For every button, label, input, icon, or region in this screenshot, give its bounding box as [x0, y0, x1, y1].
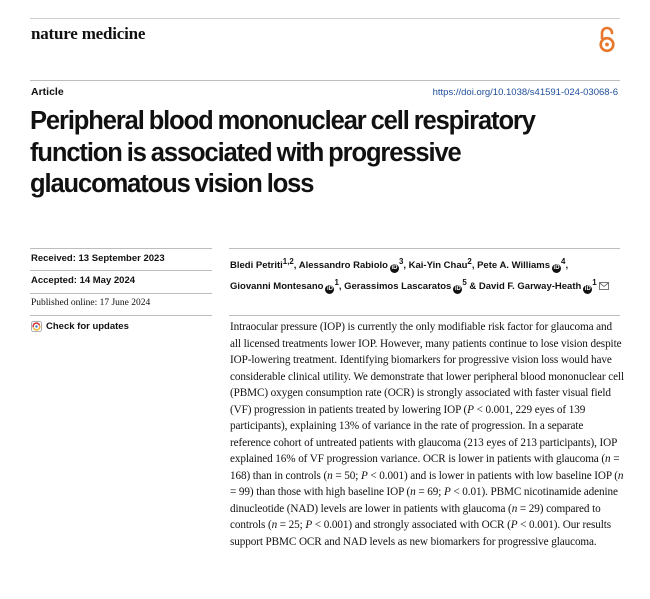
- article-type-label: Article: [31, 86, 64, 98]
- author-name[interactable]: Giovanni Montesano: [230, 281, 324, 293]
- author-separator: &: [466, 281, 477, 293]
- dates-divider: [30, 270, 212, 271]
- received-date: Received: 13 September 2023: [31, 253, 165, 264]
- abstract: [230, 319, 625, 550]
- author-name[interactable]: Gerassimos Lascaratos: [344, 281, 452, 293]
- article-title: Peripheral blood mononuclear cell respiratory function is associated with progressive glaucomatous vision loss: [30, 107, 535, 198]
- check-for-updates-icon: [31, 321, 42, 332]
- author-affiliation: 2: [467, 257, 472, 266]
- journal-name[interactable]: nature medicine: [31, 24, 146, 43]
- orcid-icon[interactable]: iD: [391, 265, 398, 272]
- accepted-date: Accepted: 14 May 2024: [31, 275, 136, 286]
- author-name[interactable]: Alessandro Rabiolo: [298, 260, 388, 272]
- authors-divider-top: [229, 248, 620, 249]
- check-for-updates-button[interactable]: [31, 320, 129, 333]
- authors-divider-bottom: [229, 315, 620, 316]
- author-affiliation: 1,2: [282, 257, 294, 266]
- author-affiliation: 1: [592, 278, 597, 288]
- author-name[interactable]: Bledi Petriti: [230, 260, 283, 272]
- author-name[interactable]: Pete A. Williams: [477, 260, 551, 272]
- header-divider: [30, 80, 620, 81]
- author-separator: ,: [471, 260, 478, 272]
- doi-link[interactable]: https://doi.org/10.1038/s41591-024-03068-6: [432, 87, 618, 98]
- published-date: Published online: 17 June 2024: [31, 298, 151, 308]
- orcid-icon[interactable]: iD: [326, 286, 333, 293]
- email-icon[interactable]: [599, 282, 609, 290]
- author-separator: ,: [565, 260, 569, 272]
- author-name[interactable]: David F. Garway-Heath: [478, 281, 582, 293]
- dates-divider-bottom: [30, 315, 212, 316]
- author-separator: ,: [403, 260, 409, 272]
- open-access-icon[interactable]: [596, 25, 618, 55]
- author-affiliation: 3: [398, 257, 404, 266]
- check-for-updates-label: Check for updates: [46, 321, 129, 332]
- author-separator: ,: [338, 281, 345, 293]
- abstract-text: Intraocular pressure (IOP) is currently the only modifiable risk factor for glaucoma and all licensed treatments lower IOP. However, many patients continue to lose vision despite IOP-lowering treatment. Identifying biomarkers for progressive vision loss would have considerable clinical utility. We demonstrate that lower peripheral blood mononuclear cell (PBMC) oxygen consumption rate (OCR) is strongly associated with faster visual field (VF) progression in patients treated by lowering IOP (P < 0.001, 229 eyes of 139 participants), explaining 13% of variance in the rate of progression. In a separate reference cohort of untreated patients with glaucoma (213 eyes of 213 participants), IOP explained 16% of VF progression variance. OCR is lower in patients with glaucoma (n = 168) than in controls (n = 50; P < 0.001) and is lower in patients with low baseline IOP (n = 99) than those with high baseline IOP (n = 69; P < 0.01). PBMC nicotinamide adenine dinucleotide (NAD) levels are lower in patients with glaucoma (n = 29) compared to controls (n = 25; P < 0.001) and strongly associated with OCR (P < 0.001). Our results support PBMC OCR and NAD levels as new biomarkers for progressive glaucoma.: [230, 321, 624, 548]
- dates-divider-top: [30, 248, 212, 249]
- author-name[interactable]: Kai-Yin Chau: [408, 260, 468, 272]
- author-affiliation: 5: [462, 278, 467, 288]
- author-separator: ,: [293, 260, 299, 272]
- top-divider: [30, 18, 620, 19]
- dates-divider: [30, 293, 212, 294]
- orcid-icon[interactable]: iD: [553, 265, 560, 272]
- author-affiliation: 1: [334, 278, 339, 288]
- orcid-icon[interactable]: iD: [454, 286, 461, 293]
- author-list: [230, 253, 620, 295]
- author-affiliation: 4: [561, 257, 566, 266]
- orcid-icon[interactable]: iD: [584, 286, 591, 293]
